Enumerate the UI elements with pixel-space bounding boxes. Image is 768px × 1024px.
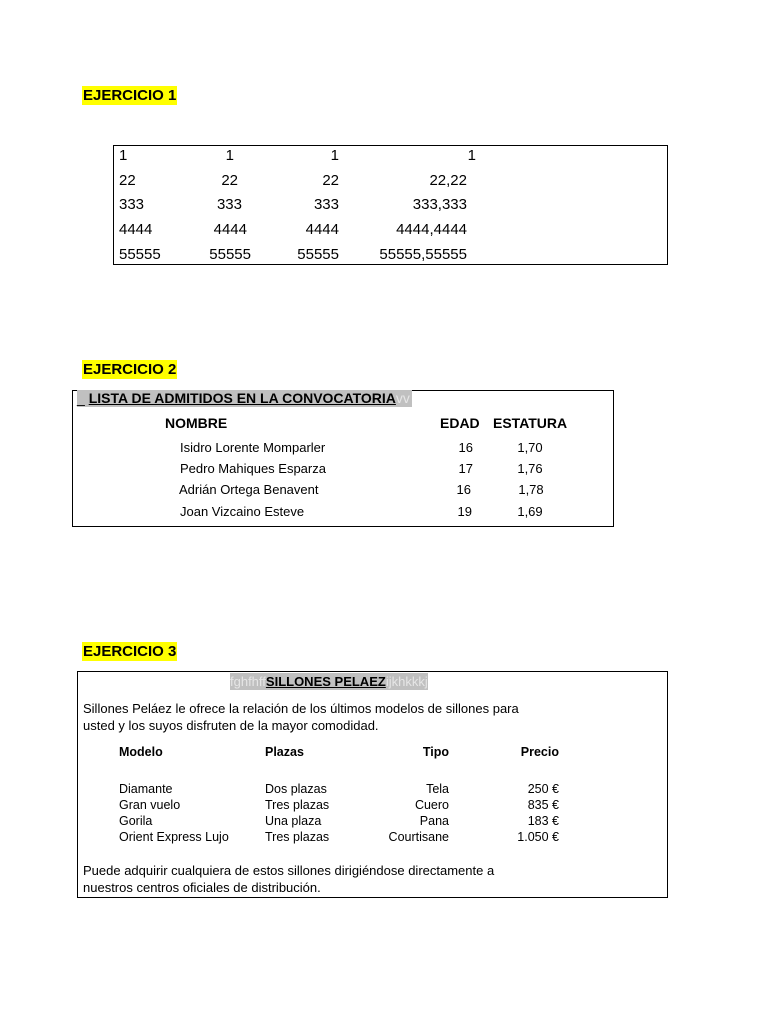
sillon-precio: 250 € bbox=[527, 782, 559, 796]
header-tipo: Tipo bbox=[422, 745, 449, 759]
cell-r2-c2: 333 bbox=[313, 196, 339, 213]
admitido-estatura: 1,78 bbox=[518, 482, 544, 497]
cell-r3-c3: 4444,4444 bbox=[396, 221, 467, 238]
cell-r1-c0: 22 bbox=[119, 172, 136, 189]
header-plazas: Plazas bbox=[265, 745, 304, 759]
ejercicio-2-heading: EJERCICIO 2 bbox=[83, 361, 177, 378]
banner-left-text: fghfhff bbox=[230, 674, 266, 689]
admitido-nombre: Pedro Mahiques Esparza bbox=[180, 461, 326, 476]
sillon-plazas: Tres plazas bbox=[265, 798, 330, 812]
admitido-estatura: 1,70 bbox=[517, 440, 543, 455]
sillon-tipo: Tela bbox=[426, 782, 449, 796]
cell-r2-c0: 333 bbox=[119, 196, 145, 213]
admitidos-title-band bbox=[77, 390, 412, 407]
sillon-precio: 183 € bbox=[527, 814, 559, 828]
intro-line-2: usted y los suyos disfruten de la mayor comodidad. bbox=[83, 718, 379, 733]
admitido-nombre: Adrián Ortega Benavent bbox=[179, 482, 319, 497]
ejercicio-1-heading: EJERCICIO 1 bbox=[83, 87, 177, 104]
cell-r4-c2: 55555 bbox=[297, 246, 339, 263]
header-estatura: ESTATURA bbox=[493, 415, 568, 431]
header-edad: EDAD bbox=[440, 415, 480, 431]
admitidos-title: LISTA DE ADMITIDOS EN LA CONVOCATORIA bbox=[88, 390, 396, 406]
sillon-modelo: Gran vuelo bbox=[119, 798, 181, 812]
header-nombre: NOMBRE bbox=[165, 415, 228, 431]
ejercicio-3-heading: EJERCICIO 3 bbox=[83, 643, 177, 660]
cell-r3-c1: 4444 bbox=[213, 221, 247, 238]
admitido-nombre: Isidro Lorente Momparler bbox=[180, 440, 326, 455]
sillon-tipo: Cuero bbox=[414, 798, 449, 812]
admitidos-title-lead: _ bbox=[77, 390, 89, 406]
cell-r3-c2: 4444 bbox=[305, 221, 339, 238]
sillon-plazas: Una plaza bbox=[265, 814, 322, 828]
cell-r1-c2: 22 bbox=[322, 172, 339, 189]
admitido-edad: 19 bbox=[457, 504, 472, 519]
admitido-nombre: Joan Vizcaino Esteve bbox=[180, 504, 305, 519]
cell-r4-c1: 55555 bbox=[209, 246, 251, 263]
admitido-edad: 16 bbox=[456, 482, 471, 497]
sillon-tipo: Courtisane bbox=[388, 830, 449, 844]
admitidos-title-tail: vv bbox=[395, 390, 410, 406]
sillon-modelo: Orient Express Lujo bbox=[119, 830, 229, 844]
outro-line-2: nuestros centros oficiales de distribución. bbox=[83, 880, 321, 895]
sillon-plazas: Dos plazas bbox=[265, 782, 327, 796]
cell-r4-c0: 55555 bbox=[119, 246, 161, 263]
header-precio: Precio bbox=[520, 745, 559, 759]
header-modelo: Modelo bbox=[119, 745, 163, 759]
cell-r3-c0: 4444 bbox=[119, 221, 153, 238]
sillon-tipo: Pana bbox=[419, 814, 449, 828]
sillon-precio: 835 € bbox=[527, 798, 559, 812]
cell-r2-c1: 333 bbox=[216, 196, 242, 213]
sillones-banner bbox=[230, 673, 428, 690]
cell-r0-c0: 1 bbox=[119, 147, 128, 164]
banner-right-text: ijkhkkkj bbox=[385, 674, 428, 689]
banner-title: SILLONES PELAEZ bbox=[265, 674, 386, 689]
admitido-edad: 17 bbox=[458, 461, 473, 476]
cell-r4-c3: 55555,55555 bbox=[379, 246, 467, 263]
cell-r2-c3: 333,333 bbox=[412, 196, 467, 213]
sillon-plazas: Tres plazas bbox=[265, 830, 330, 844]
ejercicio-3-table bbox=[77, 671, 668, 898]
outro-line-1: Puede adquirir cualquiera de estos sillones dirigiéndose directamente a bbox=[83, 863, 495, 878]
ejercicio-2-table bbox=[72, 390, 614, 527]
sillon-modelo: Gorila bbox=[119, 814, 153, 828]
admitido-estatura: 1,76 bbox=[517, 461, 543, 476]
sillon-modelo: Diamante bbox=[119, 782, 173, 796]
admitido-estatura: 1,69 bbox=[517, 504, 543, 519]
cell-r0-c2: 1 bbox=[330, 147, 339, 164]
cell-r1-c1: 22 bbox=[221, 172, 238, 189]
cell-r0-c1: 1 bbox=[225, 147, 234, 164]
cell-r1-c3: 22,22 bbox=[429, 172, 467, 189]
intro-line-1: Sillones Peláez le ofrece la relación de los últimos modelos de sillones para bbox=[83, 701, 519, 716]
ejercicio-1-table bbox=[113, 145, 668, 265]
admitido-edad: 16 bbox=[458, 440, 473, 455]
sillon-precio: 1.050 € bbox=[517, 830, 559, 844]
cell-r0-c3: 1 bbox=[467, 147, 476, 164]
